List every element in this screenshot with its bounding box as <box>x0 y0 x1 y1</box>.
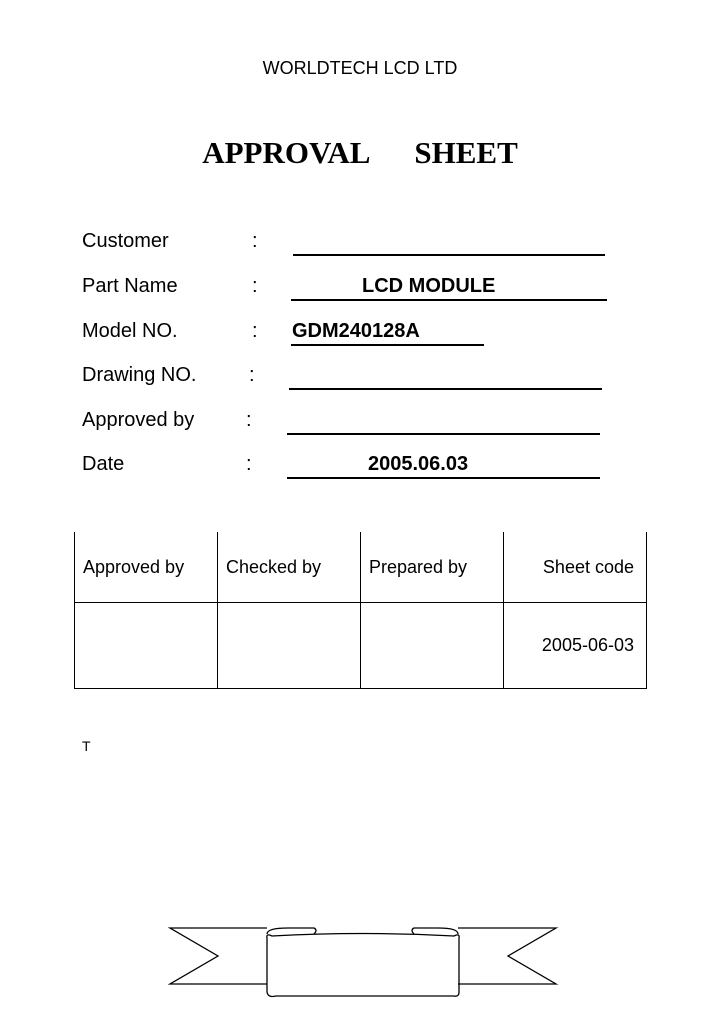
part-name-value: LCD MODULE <box>362 275 496 297</box>
signature-table <box>74 532 647 689</box>
drawing-no-label: Drawing NO. <box>82 364 197 386</box>
model-no-field <box>82 320 642 354</box>
approved-by-signature-cell <box>75 603 218 689</box>
header-cell <box>504 532 647 603</box>
company-name: WORLDTECH LCD LTD <box>262 58 458 78</box>
header-cell <box>75 532 218 603</box>
drawing-no-colon: : <box>249 364 255 386</box>
date-colon: : <box>246 453 252 475</box>
approved-by-line <box>287 433 600 435</box>
sheet-code-cell <box>504 603 647 689</box>
approved-by-field <box>82 409 642 443</box>
part-name-label: Part Name <box>82 275 178 297</box>
sheet-code-value: 2005-06-03 <box>541 635 634 655</box>
header-cell <box>218 532 361 603</box>
approved-by-label: Approved by <box>82 409 195 431</box>
part-name-field <box>82 275 642 309</box>
checked-by-header: Checked by <box>226 556 322 577</box>
approved-by-colon: : <box>246 409 252 431</box>
model-no-line <box>291 344 484 346</box>
ribbon-banner-icon <box>168 924 560 1000</box>
drawing-no-line <box>289 388 602 390</box>
model-no-label: Model NO. <box>82 320 178 342</box>
drawing-no-field <box>82 364 642 398</box>
customer-label: Customer <box>82 230 169 252</box>
prepared-by-header: Prepared by <box>369 556 468 577</box>
date-label: Date <box>82 453 125 475</box>
stray-mark: T <box>82 738 91 754</box>
checked-by-signature-cell <box>218 603 361 689</box>
sheet-code-header: Sheet code <box>542 556 634 577</box>
signature-body-row <box>75 603 647 689</box>
customer-field <box>82 230 642 264</box>
signature-header-row <box>75 532 647 603</box>
part-name-line <box>291 299 607 301</box>
part-name-colon: : <box>252 275 258 297</box>
page-title <box>0 135 720 171</box>
customer-colon: : <box>252 230 258 252</box>
approved-by-header: Approved by <box>83 556 185 577</box>
date-value: 2005.06.03 <box>368 453 469 475</box>
title-word-approval: APPROVAL <box>202 135 371 170</box>
header-cell <box>361 532 504 603</box>
prepared-by-signature-cell <box>361 603 504 689</box>
model-no-colon: : <box>252 320 258 342</box>
title-word-sheet: SHEET <box>414 135 518 170</box>
date-field <box>82 453 642 487</box>
model-no-value: GDM240128A <box>292 320 420 342</box>
customer-line <box>293 254 605 256</box>
date-line <box>287 477 600 479</box>
